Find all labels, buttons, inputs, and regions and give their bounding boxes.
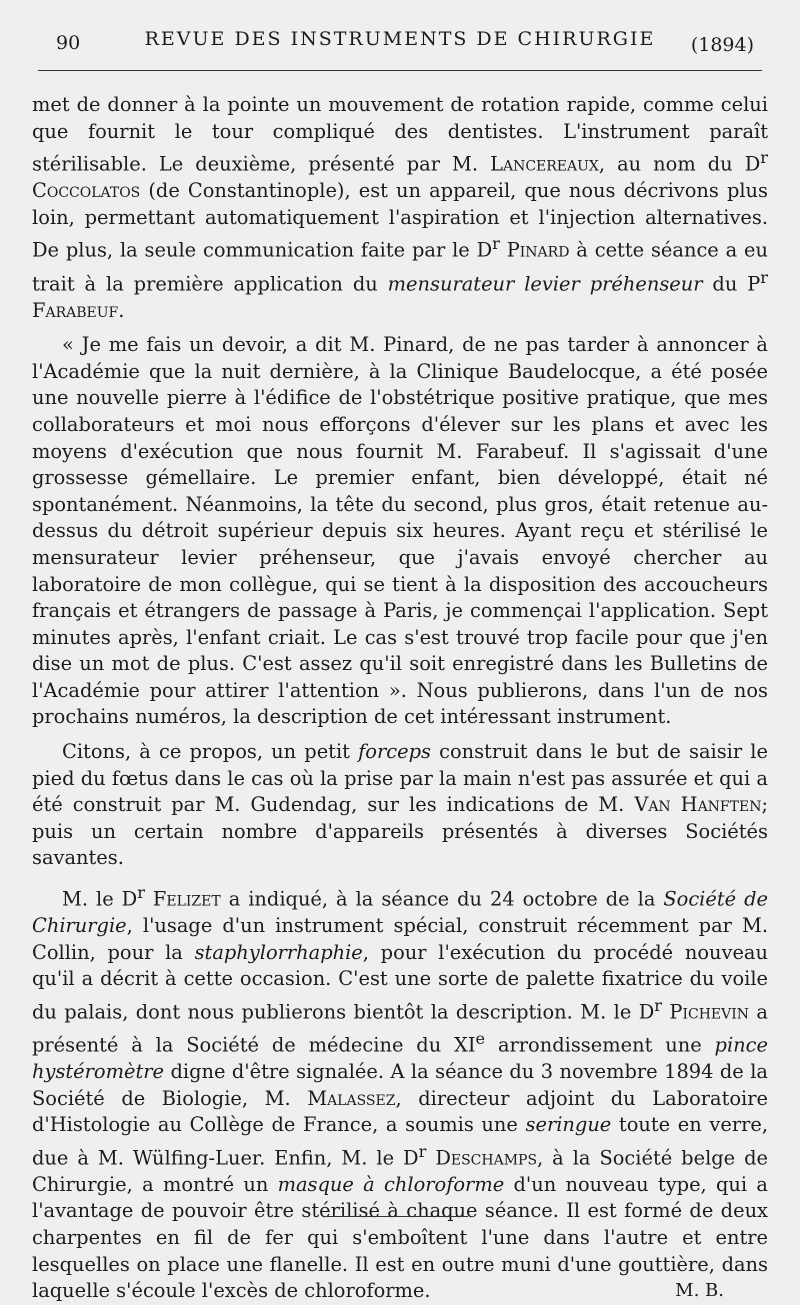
superscript: r (492, 234, 500, 254)
author-signature: M. B. (675, 1279, 724, 1301)
text-run: , l'usage d'un instrument spécial, construit récemment par M. Collin, pour la (32, 914, 768, 964)
text-run: M. le D (62, 887, 138, 911)
paragraph (32, 332, 768, 731)
name-small-caps: Pichevin (669, 1000, 750, 1024)
italic-term: seringue (525, 1113, 612, 1137)
header-rule (38, 70, 762, 71)
text-run: d'un nouveau type, qui a l'avantage de pouvoir être stérilisé à chaque séance. Il est formé de deux charpentes en fil de fer qui s'emboîtent l'une dans l'autre et entre lesquelles on place une flanelle. Il est en outre muni d'une gouttière, dans laquelle s'écoule l'excès de chloroforme. (32, 1172, 768, 1303)
name-small-caps: Farabeuf (32, 298, 119, 322)
name-small-caps: Malassez (307, 1086, 396, 1110)
page-header (38, 26, 762, 60)
name-small-caps: Felizet (152, 887, 221, 911)
superscript: e (475, 1028, 486, 1048)
article-body (32, 92, 768, 1304)
running-title: REVUE DES INSTRUMENTS DE CHIRURGIE (144, 28, 656, 50)
italic-term: Société de Chirurgie (32, 887, 768, 938)
text-run: met de donner à la pointe un mouvement de rotation rapide, comme celui que fournit le tour compliqué des dentistes. L'instrument paraît stérilisable. Le deuxième, présenté par M. (32, 93, 768, 176)
text-run: , directeur adjoint du Laboratoire d'Histologie au Collège de France, a soumis une (32, 1086, 768, 1137)
text-run: construit dans le but de saisir le pied du fœtus dans le cas où la prise par la main n'est pas assurée et qui a été construit par M. Gudendag, sur les indications de M. (32, 740, 768, 817)
text-run: , pour l'exécution du procédé nouveau qu'il a décrit à cette occasion. C'est une sorte de palette fixatrice du voile du palais, dont nous publierons bientôt la description. M. le D (32, 940, 768, 1024)
superscript: r (760, 267, 769, 287)
text-run: a présenté à la Société de médecine du XI (32, 1000, 768, 1057)
text-run: ; puis un certain nombre d'appareils présentés à diverses Sociétés savantes. (32, 793, 768, 870)
text-run: digne d'être signalée. A la séance du 3 novembre 1894 de la Société de Biologie, M. (32, 1060, 768, 1110)
page-number: 90 (56, 32, 81, 54)
text-run: du P (702, 271, 761, 295)
name-small-caps: Pinard (506, 238, 570, 262)
text-run: , au nom du D (598, 152, 761, 176)
text-run: « Je me fais un devoir, a dit M. Pinard, de ne pas tarder à annoncer à l'Académie que la nuit dernière, à la Clinique Baudelocque, a été posée une nouvelle pierre à l'édifice de l'obstétrique positive pratique, que mes collaborateurs et moi nous efforçons d'élever sur les plans et avec les moyens d'exécution que nous fournit M. Farabeuf. Il s'agissait d'une grossesse gémellaire. Le premier enfant, bien développé, était né spontanément. Néanmoins, la tête du second, plus gros, était retenue au-dessus du détroit supérieur depuis six heures. Ayant reçu et stérilisé le mensurateur levier préhenseur, que j'avais envoyé chercher au laboratoire de mon collègue, qui se tient à la disposition des accoucheurs français et étrangers de passage à Paris, je commençai l'application. Sept minutes après, l'enfant criait. Le cas s'est trouvé trop facile pour que j'en dise un mot de plus. C'est assez qu'il soit enregistré dans les Bulletins de l'Académie pour attirer l'attention ». Nous publierons, dans l'un de nos prochains numéros, la description de cet intéressant instrument. (32, 333, 768, 729)
italic-term: masque à chloroforme (277, 1172, 505, 1196)
text-run: (de Constantinople), est un appareil, que nous décrivons plus loin, permettant automatiquement l'aspiration et l'injection alternatives. De plus, la seule communication faite par le D (32, 179, 768, 262)
superscript: r (418, 1141, 427, 1161)
name-small-caps: Van Hanften (634, 793, 762, 817)
text-run: a indiqué, à la séance du 24 octobre de la (220, 887, 664, 911)
italic-term: mensurateur levier préhenseur (387, 271, 703, 295)
name-small-caps: Coccolatos (32, 179, 141, 203)
italic-term: forceps (358, 740, 431, 764)
italic-term: staphylorrhaphie (194, 940, 363, 964)
italic-term: pince hystéromètre (32, 1033, 768, 1083)
name-small-caps: Deschamps (435, 1146, 538, 1170)
name-small-caps: Lancereaux (490, 152, 599, 176)
paragraph (32, 880, 768, 1305)
superscript: r (760, 148, 768, 168)
paragraph (32, 92, 768, 324)
text-run: . (118, 298, 125, 322)
text-run: , à la Société belge de Chirurgie, a montré un (32, 1146, 769, 1196)
text-run (426, 1146, 435, 1169)
text-run (500, 239, 507, 262)
closing-rule (326, 1216, 468, 1217)
text-run: à cette séance a eu trait à la première application du (32, 238, 768, 295)
paragraph (32, 739, 768, 872)
year-label: (1894) (690, 34, 754, 56)
text-run (145, 888, 153, 911)
text-run: arrondissement une (485, 1033, 715, 1057)
superscript: r (137, 883, 145, 903)
text-run: toute en verre, due à M. Wülfing-Luer. Enfin, M. le D (32, 1113, 768, 1170)
text-run: Citons, à ce propos, un petit (62, 740, 359, 764)
superscript: r (654, 995, 662, 1015)
